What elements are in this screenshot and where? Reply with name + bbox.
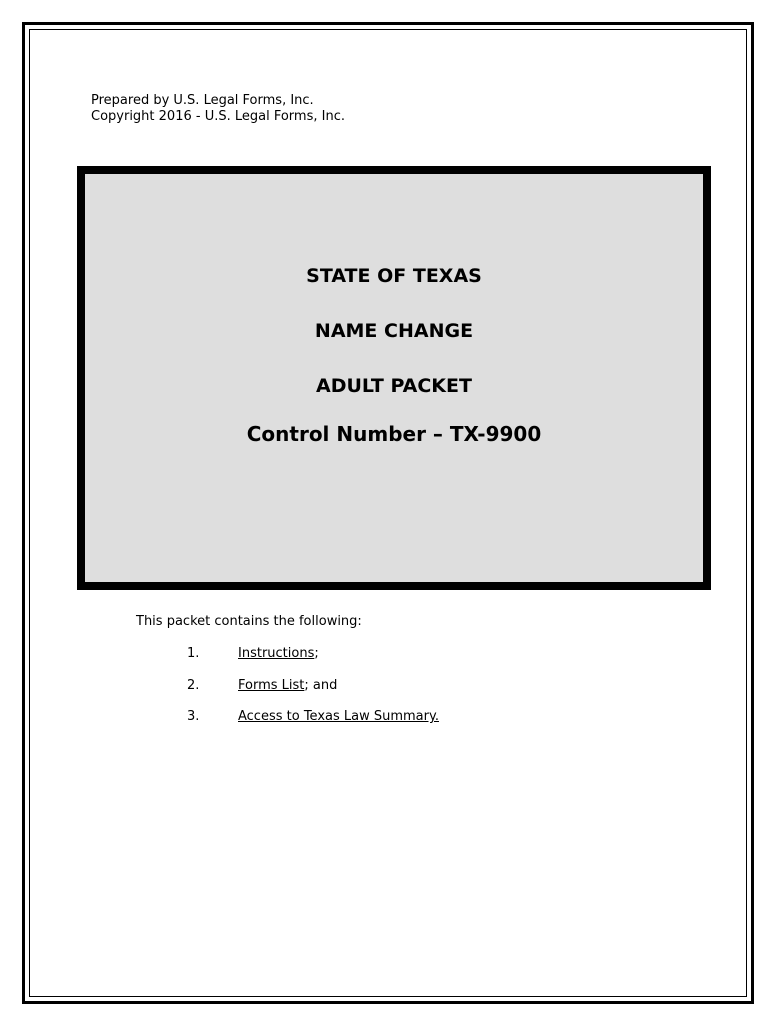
state-title: STATE OF TEXAS xyxy=(306,265,482,287)
name-change-title: NAME CHANGE xyxy=(314,320,474,342)
prepared-by-line: Prepared by U.S. Legal Forms, Inc. xyxy=(91,93,314,108)
list-item-text xyxy=(238,709,439,724)
list-item-suffix: ; xyxy=(314,646,319,661)
forms-list-link[interactable]: Forms List xyxy=(238,678,305,693)
prepared-by-block xyxy=(91,93,345,125)
list-item-suffix: ; and xyxy=(304,678,338,693)
instructions-link[interactable]: Instructions xyxy=(238,646,315,661)
law-summary-link[interactable]: Access to Texas Law Summary. xyxy=(238,709,439,724)
list-item-number: 2. xyxy=(187,678,200,693)
adult-packet-title: ADULT PACKET xyxy=(316,375,472,397)
contents-intro: This packet contains the following: xyxy=(136,614,362,629)
list-item-number: 1. xyxy=(187,646,200,661)
list-item-number: 3. xyxy=(187,709,200,724)
control-number: Control Number – TX-9900 xyxy=(246,422,542,446)
title-box xyxy=(77,166,711,590)
copyright-line: Copyright 2016 - U.S. Legal Forms, Inc. xyxy=(91,109,345,124)
list-item-text xyxy=(238,646,319,661)
list-item-text xyxy=(238,678,337,693)
